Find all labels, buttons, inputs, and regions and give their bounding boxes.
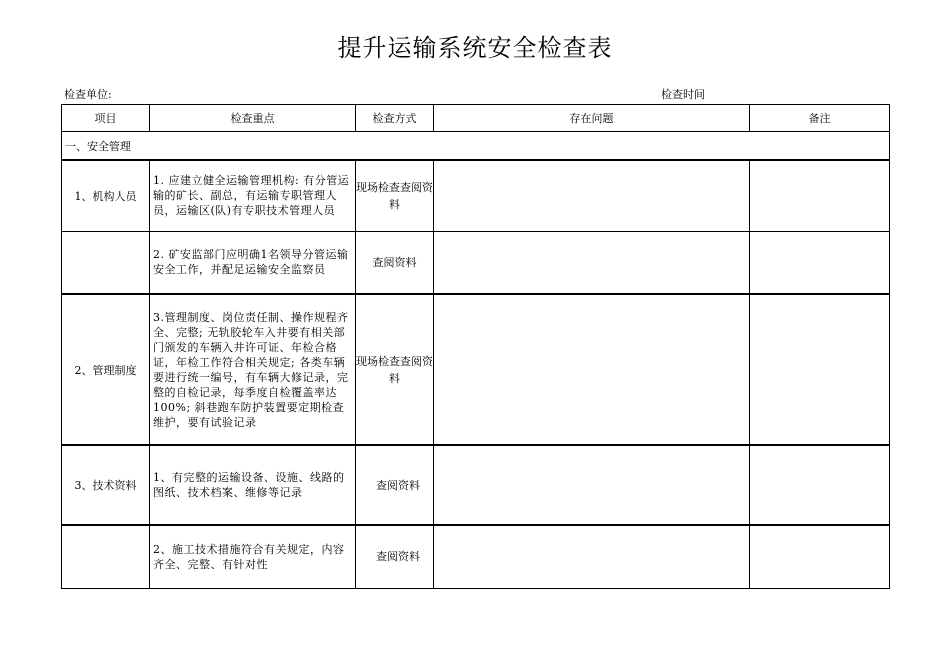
header-remarks: 备注 xyxy=(750,105,890,132)
row-focus: 1. 应建立健全运输管理机构: 有分管运输的矿长、副总，有运输专职管理人员，运输区(队)有专职技术管理人员 xyxy=(150,160,356,231)
row-remarks-cell[interactable] xyxy=(750,160,890,231)
section-row xyxy=(62,132,890,161)
row-item: 3、技术资料 xyxy=(62,445,150,525)
table-row xyxy=(62,231,890,294)
header-method: 检查方式 xyxy=(356,105,434,132)
row-issues-cell[interactable] xyxy=(434,294,750,445)
row-remarks-cell[interactable] xyxy=(750,525,890,588)
row-remarks-cell[interactable] xyxy=(750,294,890,445)
table-row xyxy=(62,525,890,588)
table-header-row xyxy=(62,105,890,132)
row-method: 现场检查查阅资料 xyxy=(356,160,434,231)
table-row xyxy=(62,160,890,231)
row-item: 1、机构人员 xyxy=(62,160,150,231)
inspection-table xyxy=(61,104,890,589)
row-focus: 3.管理制度、岗位责任制、操作规程齐全、完整; 无轨胶轮车入井要有相关部门颁发的车辆入井许可证、年检合格证，年检工作符合相关规定; 各类车辆要进行统一编号，有车辆大修记录，完整的自检记录，每季度自检覆盖率达100%; 斜巷跑车防护装置要定期检查维护，要有试验记录 xyxy=(150,294,356,445)
page-title: 提升运输系统安全检查表 xyxy=(337,34,613,62)
inspection-unit-label: 检查单位: xyxy=(64,88,112,101)
row-remarks-cell[interactable] xyxy=(750,231,890,294)
row-issues-cell[interactable] xyxy=(434,231,750,294)
row-method: 查阅资料 xyxy=(356,231,434,294)
row-method: 查阅资料 xyxy=(356,445,434,525)
row-issues-cell[interactable] xyxy=(434,445,750,525)
header-item: 项目 xyxy=(62,105,150,132)
row-issues-cell[interactable] xyxy=(434,160,750,231)
row-item xyxy=(62,525,150,588)
header-issues: 存在问题 xyxy=(434,105,750,132)
table-row xyxy=(62,445,890,525)
row-item: 2、管理制度 xyxy=(62,294,150,445)
row-method: 现场检查查阅资料 xyxy=(356,294,434,445)
row-issues-cell[interactable] xyxy=(434,525,750,588)
table-row xyxy=(62,294,890,445)
row-focus: 2、施工技术措施符合有关规定，内容齐全、完整、有针对性 xyxy=(150,525,356,588)
row-remarks-cell[interactable] xyxy=(750,445,890,525)
section-title: 一、安全管理 xyxy=(62,132,890,161)
inspection-time-label: 检查时间 xyxy=(661,88,705,101)
row-focus: 1、有完整的运输设备、设施、线路的图纸、技术档案、维修等记录 xyxy=(150,445,356,525)
row-item xyxy=(62,231,150,294)
row-method: 查阅资料 xyxy=(356,525,434,588)
header-focus: 检查重点 xyxy=(150,105,356,132)
row-focus: 2. 矿安监部门应明确1名领导分管运输安全工作，并配足运输安全监察员 xyxy=(150,231,356,294)
